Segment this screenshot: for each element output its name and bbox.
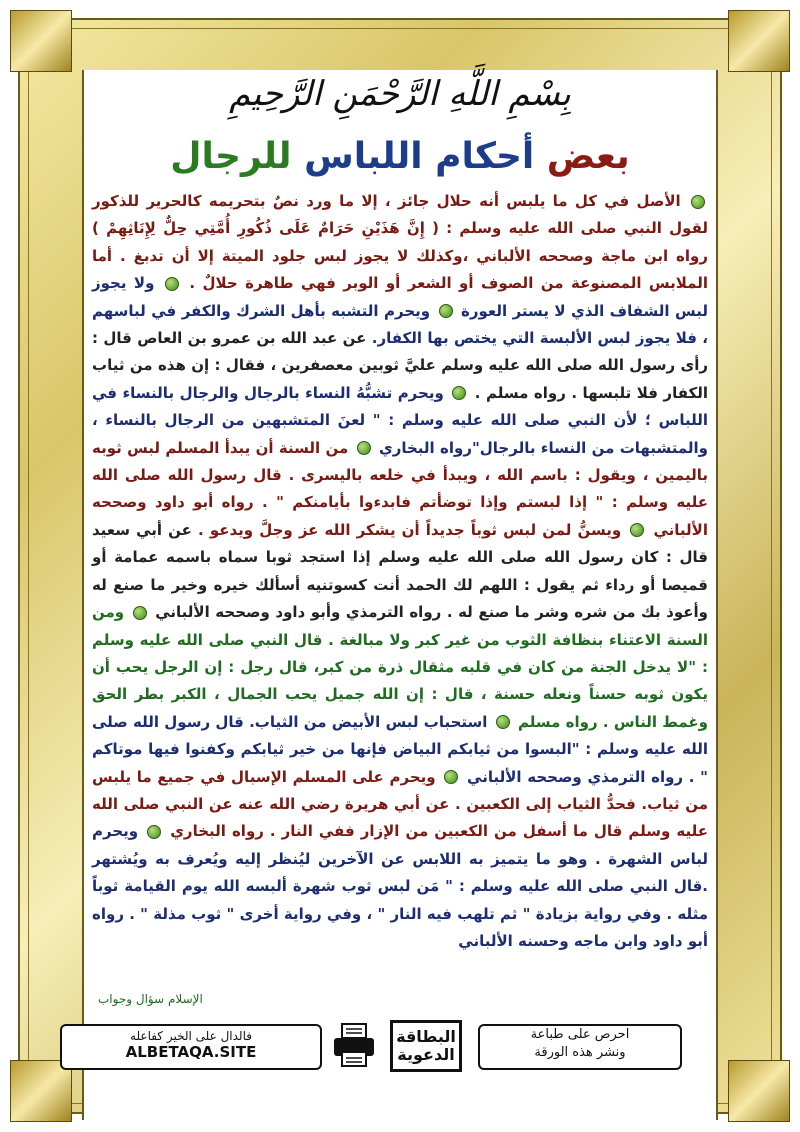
frame-corner [728,1060,790,1122]
title-part-3: للرجال [170,136,292,177]
rule-paragraph: الأصل في كل ما يلبس أنه حلال جائز ، إلا ما ورد نصٌ بتحريمه كالحرير للذكور لقول النبي صلى الله عليه وسلم : ( إِنَّ هَذَيْنِ حَرَامٌ عَلَى ذُكُورِ أُمَّتِي حِلٌّ لِإِنَاثِهِمْ ) رواه ابن ماجة وصححه الألباني ،وكذلك لا يجوز لبس جلود الميتة إلا أن تدبغ . أما الملابس المصنوعة من الصوف أو الشعر أو الوبر فهي طاهرة حلالٌ . [92,192,708,293]
albetaqa-logo [390,1020,462,1072]
bullet-icon [147,825,161,839]
footer-print-note [478,1024,682,1070]
rule-paragraph: ويسنُّ لمن لبس ثوباً جديداً أن يشكر الله عز وجلَّ ويدعو . [198,520,622,539]
rule-paragraph: ولا يجوز لبس الشفاف الذي لا يستر العورة [92,274,708,320]
print-note-line-1: احرص على طباعة [530,1027,630,1042]
logo-line-2: الدعوية [397,1045,455,1064]
rule-paragraph: استحباب لبس الأبيض من الثياب. قال رسول الله صلى الله عليه وسلم : "البسوا من ثيابكم البياض فإنها من خير ثيابكم وكفنوا فيها موتاكم " . رواه الترمذي وصححه الألباني [92,712,708,786]
hadith-paragraph: عن أبي سعيد قال : كان رسول الله صلى الله عليه وسلم إذا استجد ثوبا سماه باسمه عمامة أو قميصا أو رداء ثم يقول : اللهم لك الحمد أنت كسوتنيه أسألك خيره وخير ما صنع له وأعوذ بك من شره وشر ما صنع له . رواه الترمذي وأبو داود وصححه الألباني [92,520,708,622]
print-note-line-2: ونشر هذه الورقة [534,1045,626,1060]
bullet-icon [133,606,147,620]
footer-bar [60,1018,680,1076]
rule-paragraph: ويحرم لباس الشهرة . وهو ما يتميز به اللابس عن الآخرين ليُنظر إليه ويُعرف به ويُشتهر .قال النبي صلى الله عليه وسلم : " مَن لبس ثوب شهرة ألبسه الله يوم القيامة ثوباً مثله . وفي رواية بزيادة " ثم تلهب فيه النار " ، وفي رواية أخرى " ثوب مذلة " . رواه أبو داود وابن ماجه وحسنه الألباني [92,822,708,950]
bullet-icon [439,304,453,318]
bullet-icon [496,715,510,729]
bullet-icon [444,770,458,784]
bullet-icon [452,386,466,400]
rule-paragraph: ويحرم تشبُّهُ النساء بالرجال والرجال بالنساء في اللباس ؛ لأن النبي صلى الله عليه وسلم : " لعنَ المتشبهين من الرجال بالنساء ، والمتشبهات من النساء بالرجال"رواه البخاري [92,383,708,457]
bullet-icon [630,523,644,537]
frame-corner [10,10,72,72]
rule-paragraph: ويحرم التشبه بأهل الشرك والكفر في لباسهم ، فلا يجوز لبس الألبسة التي يختص بها الكفار. [92,301,708,348]
basmala: بِسْمِ اللَّهِ الرَّحْمَنِ الرَّحِيمِ [229,74,571,114]
footer-site-link[interactable]: ALBETAQA.SITE [125,1043,257,1061]
title-part-2: أحكام اللباس [304,136,535,177]
rule-paragraph: ومن السنة الاعتناء بنظافة الثوب من غير كبر ولا مبالغة . قال النبي صلى الله عليه وسلم : "لا يدخل الجنة من كان في قلبه مثقال ذرة من كبر، قال رجل : إن الرجل يحب أن يكون ثوبه حسناً ونعله حسنة ، قال : إن الله جميل يحب الجمال ، الكبر بطر الحق وغمط الناس . رواه مسلم [92,603,708,731]
rule-paragraph: ويحرم على المسلم الإسبال في جميع ما يلبس من ثياب. فحدُّ الثياب إلى الكعبين . عن أبي هريرة رضي الله عنه عن النبي صلى الله عليه وسلم قال ما أسفل من الكعبين من الإزار ففي النار . رواه البخاري [92,767,708,841]
frame-corner [728,10,790,72]
bullet-icon [357,441,371,455]
page-title [84,136,716,177]
bullet-icon [165,277,179,291]
logo-line-1: البطاقة [396,1027,456,1046]
title-part-1: بعض [546,136,630,177]
rule-paragraph: من السنة أن يبدأ المسلم لبس ثوبه باليمين ، ويقول : باسم الله ، ويبدأ في خلعه باليسرى . قال رسول الله صلى الله عليه وسلم : " إذا لبستم وإذا توضأتم فابدءوا بأيامنكم " . رواه أبو داود وصححه الألباني [92,438,708,539]
footer-site-box [60,1024,322,1070]
article-body [92,188,708,955]
bullet-icon [691,195,705,209]
content-sheet [82,70,718,1120]
printer-icon [332,1022,376,1068]
source-credit: الإسلام سؤال وجواب [98,992,203,1006]
hadith-paragraph: عن عبد الله بن عمرو بن العاص قال : رأى رسول الله صلى الله عليه وسلم عليَّ ثوبين معصفرين ، فقال : إن هذه من ثياب الكفار فلا تلبسها . رواه مسلم . [92,329,708,402]
footer-motto: فالدال على الخير كفاعله [130,1029,252,1043]
